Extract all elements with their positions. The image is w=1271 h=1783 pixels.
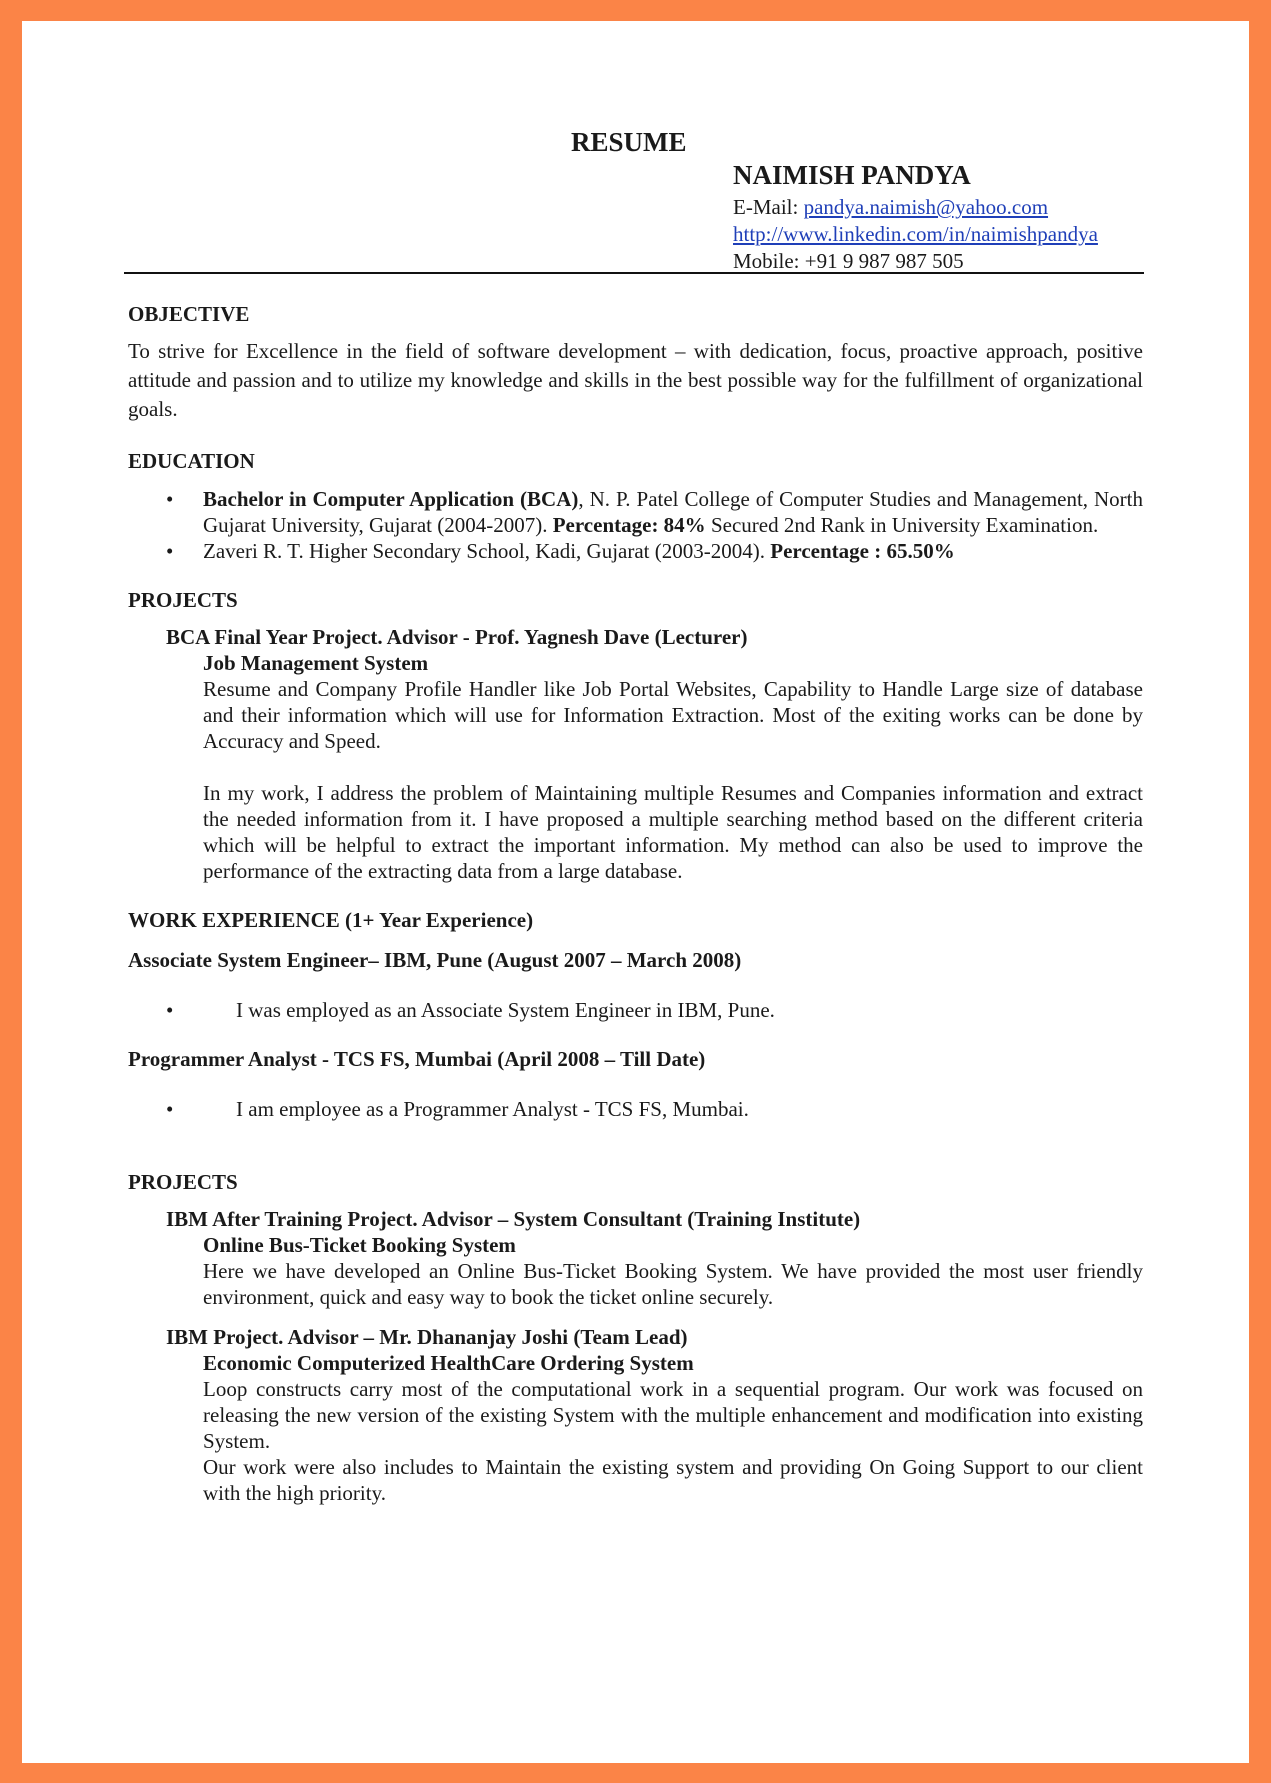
education-item	[128, 486, 1143, 538]
degree-rank: Secured 2nd Rank in University Examination.	[705, 513, 1099, 537]
linkedin-line	[733, 221, 1098, 248]
job-bullets	[128, 997, 1143, 1023]
email-label: E-Mail:	[733, 195, 804, 219]
education-item	[128, 538, 1143, 564]
job-bullet-text: I am employee as a Programmer Analyst - TCS FS, Mumbai.	[236, 1097, 749, 1121]
project-name	[128, 1350, 1143, 1376]
header-divider	[124, 272, 1144, 274]
project-name-text: Online Bus-Ticket Booking System	[203, 1233, 516, 1257]
projects-heading: PROJECTS	[128, 588, 238, 612]
candidate-name: NAIMISH PANDYA	[733, 160, 971, 190]
mobile-line: Mobile: +91 9 987 987 505	[733, 249, 964, 273]
project-description: In my work, I address the problem of Maintaining multiple Resumes and Companies information and extract the needed information from it. I have proposed a multiple searching method based on the different criteria which will be helpful to extract the important information. My method can also be used to improve the performance of the extracting data from a large database.	[203, 781, 1143, 883]
job-bullets	[128, 1096, 1143, 1122]
degree-percentage: Percentage: 84%	[552, 513, 706, 537]
degree-details: , N. P. Patel College of Computer Studies and Management, North Gujarat University, Gujarat (2004-2007).	[203, 487, 1143, 537]
project-advisor-text: IBM Project. Advisor – Mr. Dhananjay Joshi (Team Lead)	[166, 1325, 688, 1349]
project-advisor	[128, 1206, 1143, 1232]
project-advisor	[128, 1324, 1143, 1350]
degree-name: Bachelor in Computer Application (BCA)	[203, 487, 579, 511]
education-heading: EDUCATION	[128, 449, 255, 473]
school-percentage: Percentage : 65.50%	[770, 539, 955, 563]
bullet-icon: •	[166, 1097, 174, 1121]
project-description: Loop constructs carry most of the computational work in a sequential program. Our work was focused on releasing the new version of the existing System with the multiple enhancement and modification into existing System.	[203, 1377, 1143, 1453]
project-name-text: Job Management System	[203, 651, 429, 675]
bullet-icon: •	[166, 487, 174, 511]
job-title: Associate System Engineer– IBM, Pune (August 2007 – March 2008)	[128, 948, 742, 972]
project-description: Resume and Company Profile Handler like Job Portal Websites, Capability to Handle Large size of database and their information which will use for Information Extraction. Most of the exiting works can be done by Accuracy and Speed.	[203, 677, 1143, 753]
job-bullet-text: I was employed as an Associate System Engineer in IBM, Pune.	[236, 998, 775, 1022]
resume-body	[128, 300, 1143, 1506]
job-bullet	[128, 1096, 1143, 1122]
work-heading: WORK EXPERIENCE (1+ Year Experience)	[128, 908, 534, 932]
job-bullet	[128, 997, 1143, 1023]
school-details: Zaveri R. T. Higher Secondary School, Kadi, Gujarat (2003-2004).	[203, 539, 771, 563]
email-link[interactable]: pandya.naimish@yahoo.com	[803, 195, 1049, 219]
project-advisor-text: IBM After Training Project. Advisor – System Consultant (Training Institute)	[166, 1207, 861, 1231]
contact-block	[733, 160, 1098, 275]
projects-heading: PROJECTS	[128, 1170, 238, 1194]
email-line	[733, 194, 1098, 221]
objective-heading: OBJECTIVE	[128, 302, 250, 326]
project-advisor	[128, 624, 1143, 650]
project-name	[128, 1232, 1143, 1258]
job-title: Programmer Analyst - TCS FS, Mumbai (April 2008 – Till Date)	[128, 1047, 706, 1071]
project-description: Our work were also includes to Maintain the existing system and providing On Going Support to our client with the high priority.	[203, 1455, 1143, 1505]
objective-text: To strive for Excellence in the field of software development – with dedication, focus, proactive approach, positive attitude and passion and to utilize my knowledge and skills in the best possible way for the fulfillment of organizational goals.	[128, 339, 1143, 421]
project-name-text: Economic Computerized HealthCare Ordering System	[203, 1351, 694, 1375]
bullet-icon: •	[166, 998, 174, 1022]
project-advisor-text: BCA Final Year Project. Advisor - Prof. Yagnesh Dave (Lecturer)	[166, 625, 748, 649]
linkedin-link[interactable]: http://www.linkedin.com/in/naimishpandya	[733, 222, 1098, 246]
project-name	[128, 650, 1143, 676]
project-description: Here we have developed an Online Bus-Ticket Booking System. We have provided the most user friendly environment, quick and easy way to book the ticket online securely.	[203, 1259, 1143, 1309]
bullet-icon: •	[166, 539, 174, 563]
education-list	[128, 486, 1143, 564]
resume-title: RESUME	[571, 127, 687, 157]
